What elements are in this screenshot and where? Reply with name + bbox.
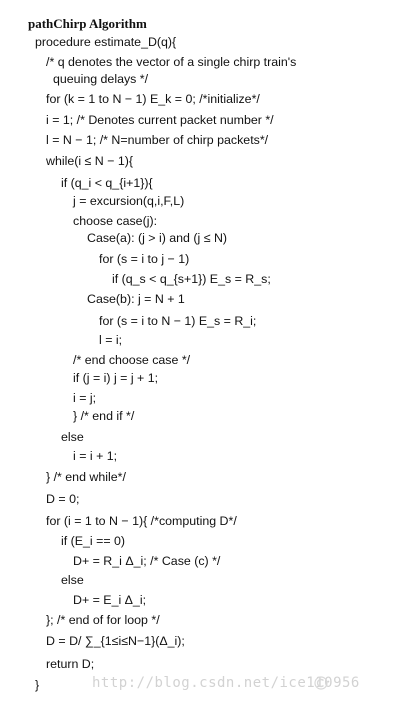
code-line: D = 0; [46,492,80,506]
code-line: } [35,678,40,692]
code-line: else [61,573,84,587]
code-line: for (s = i to j − 1) [99,252,190,266]
code-line: if (j = i) j = j + 1; [73,371,159,385]
code-line: return D; [46,657,95,671]
code-line: if (q_s < q_{s+1}) E_s = R_s; [112,272,271,286]
code-line: D+ = E_i Δ_i; [73,593,147,607]
code-line: choose case(j): [73,214,158,228]
code-line: } /* end if */ [73,409,135,423]
code-line: /* q denotes the vector of a single chirp train's [46,55,297,69]
code-line: Case(a): (j > i) and (j ≤ N) [87,231,228,245]
code-line: for (k = 1 to N − 1) E_k = 0; /*initialize*/ [46,92,260,106]
watermark-url: http://blog.csdn.net/ice110956 [92,675,360,691]
code-line: }; /* end of for loop */ [46,613,160,627]
code-line: D = D/ ∑_{1≤i≤N−1}(Δ_i); [46,634,185,648]
code-line: /* end choose case */ [73,353,191,367]
code-line: else [61,430,84,444]
algorithm-title: pathChirp Algorithm [28,16,147,31]
code-line: for (s = i to N − 1) E_s = R_i; [99,314,257,328]
code-line: i = 1; /* Denotes current packet number */ [46,113,274,127]
code-line: for (i = 1 to N − 1){ /*computing D*/ [46,514,237,528]
code-line: procedure estimate_D(q){ [35,35,177,49]
code-line: i = j; [73,391,97,405]
code-line: j = excursion(q,i,F,L) [73,194,185,208]
code-line: Case(b): j = N + 1 [87,292,185,306]
code-line: if (q_i < q_{i+1}){ [61,176,153,190]
code-line: l = N − 1; /* N=number of chirp packets*/ [46,133,269,147]
code-line: i = i + 1; [73,449,118,463]
code-line: queuing delays */ [53,72,149,86]
code-line: } /* end while*/ [46,470,126,484]
code-line: while(i ≤ N − 1){ [46,154,134,168]
csdn-logo-icon [314,676,328,690]
code-line: D+ = R_i Δ_i; /* Case (c) */ [73,554,221,568]
code-line: l = i; [99,333,123,347]
code-line: if (E_i == 0) [61,534,126,548]
